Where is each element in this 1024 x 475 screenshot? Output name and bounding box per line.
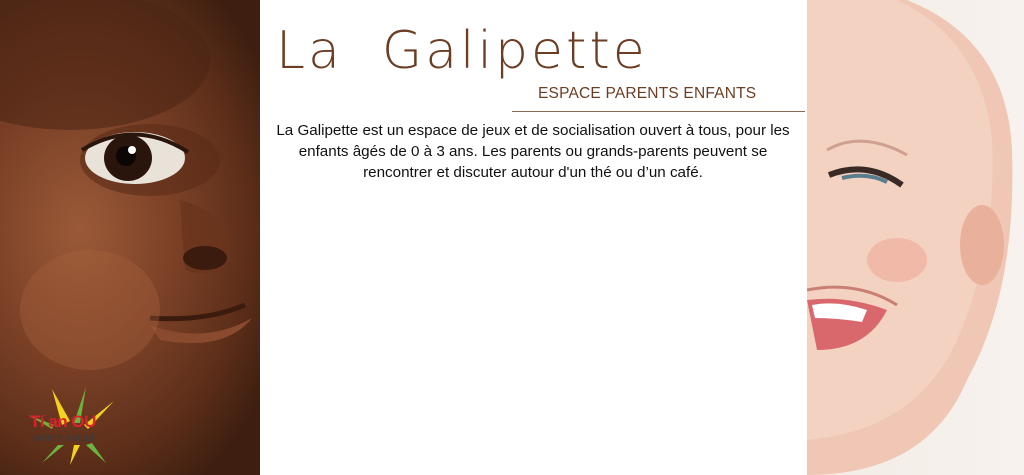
logo-wordmark: Tí an OU — [30, 412, 96, 431]
intro-paragraph: La Galipette est un espace de jeux et de socialisation ouvert à tous, pour les enfants âgés de 0 à 3 ans. Les parents ou grands-parents peuvent se rencontrer et discuter autour d'un thé ou d’un café. — [276, 122, 790, 181]
baby-face-right-illustration — [807, 0, 1024, 475]
logo-tagline: centre social — [32, 432, 94, 444]
subtitle-divider — [512, 111, 805, 112]
centre-social-logo — [22, 385, 132, 465]
baby-photo-right — [807, 0, 1024, 475]
page-subtitle: ESPACE PARENTS ENFANTS — [538, 85, 757, 102]
page-title: La Galipette — [276, 21, 648, 81]
